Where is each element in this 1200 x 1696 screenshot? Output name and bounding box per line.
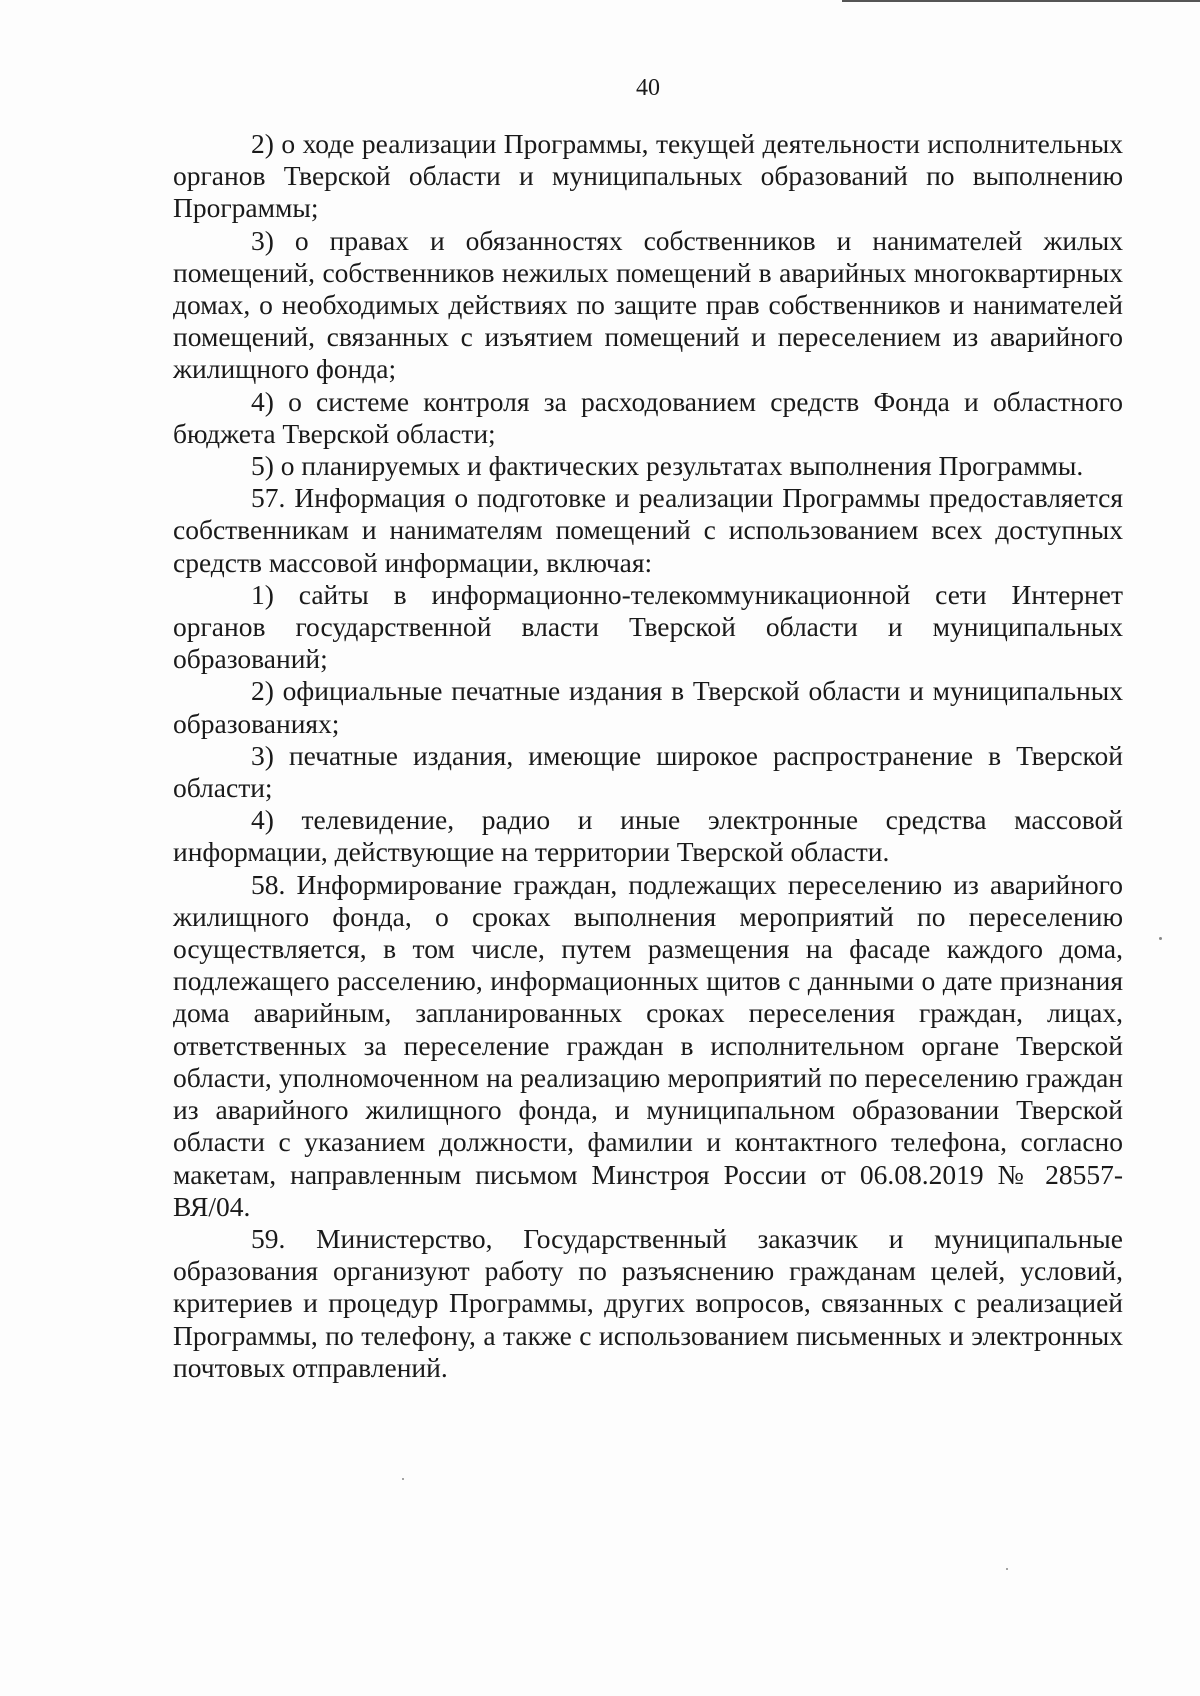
- paragraph-57-item-3: 3) печатные издания, имеющие широкое распространение в Тверской области;: [173, 739, 1123, 804]
- paragraph-59: 59. Министерство, Государственный заказчик и муниципальные образования организуют работу по разъяснению гражданам целей, условий, критериев и процедур Программы, других вопросов, связанных с реализацией Программы, по телефону, а также с использованием письменных и электронных почтовых отправлений.: [173, 1222, 1123, 1383]
- page-number: 40: [636, 75, 660, 101]
- paragraph-item-2: 2) о ходе реализации Программы, текущей деятельности исполнительных органов Тверской области и муниципальных образований по выполнению Программы;: [173, 128, 1123, 224]
- document-body: [173, 128, 1123, 1384]
- scan-edge-line: [842, 0, 1200, 2]
- paragraph-item-4: 4) о системе контроля за расходованием средств Фонда и областного бюджета Тверской области;: [173, 385, 1123, 449]
- paragraph-57: 57. Информация о подготовке и реализации Программы предоставляется собственникам и нанимателям помещений с использованием всех доступных средств массовой информации, включая:: [173, 482, 1123, 578]
- paragraph-item-5: 5) о планируемых и фактических результатах выполнения Программы.: [251, 450, 1084, 482]
- scan-speck: [1159, 937, 1162, 940]
- paragraph-57-item-1: 1) сайты в информационно-телекоммуникационной сети Интернет органов государственной власти Тверской области и муниципальных образований;: [173, 578, 1123, 675]
- scan-speck: [1006, 1568, 1008, 1570]
- paragraph-58: 58. Информирование граждан, подлежащих переселению из аварийного жилищного фонда, о сроках выполнения мероприятий по переселению осуществляется, в том числе, путем размещения на фасаде каждого дома, подлежащего расселению, информационных щитов с данными о дате признания дома аварийным, запланированных сроках переселения граждан, лицах, ответственных за переселение граждан в исполнительном органе Тверской области, уполномоченном на реализацию мероприятий по переселению граждан из аварийного жилищного фонда, и муниципальном образовании Тверской области с указанием должности, фамилии и контактного телефона, согласно макетам, направленным письмом Минстроя России от 06.08.2019 № 28557-ВЯ/04.: [173, 868, 1123, 1222]
- paragraph-57-item-4: 4) телевидение, радио и иные электронные средства массовой информации, действующие на территории Тверской области.: [173, 804, 1123, 868]
- paragraph-item-3: 3) о правах и обязанностях собственников и нанимателей жилых помещений, собственников нежилых помещений в аварийных многоквартирных домах, о необходимых действиях по защите прав собственников и нанимателей помещений, связанных с изъятием помещений и переселением из аварийного жилищного фонда;: [173, 224, 1123, 385]
- scan-speck: [402, 1478, 404, 1480]
- paragraph-57-item-2: 2) официальные печатные издания в Тверской области и муниципальных образованиях;: [173, 675, 1123, 739]
